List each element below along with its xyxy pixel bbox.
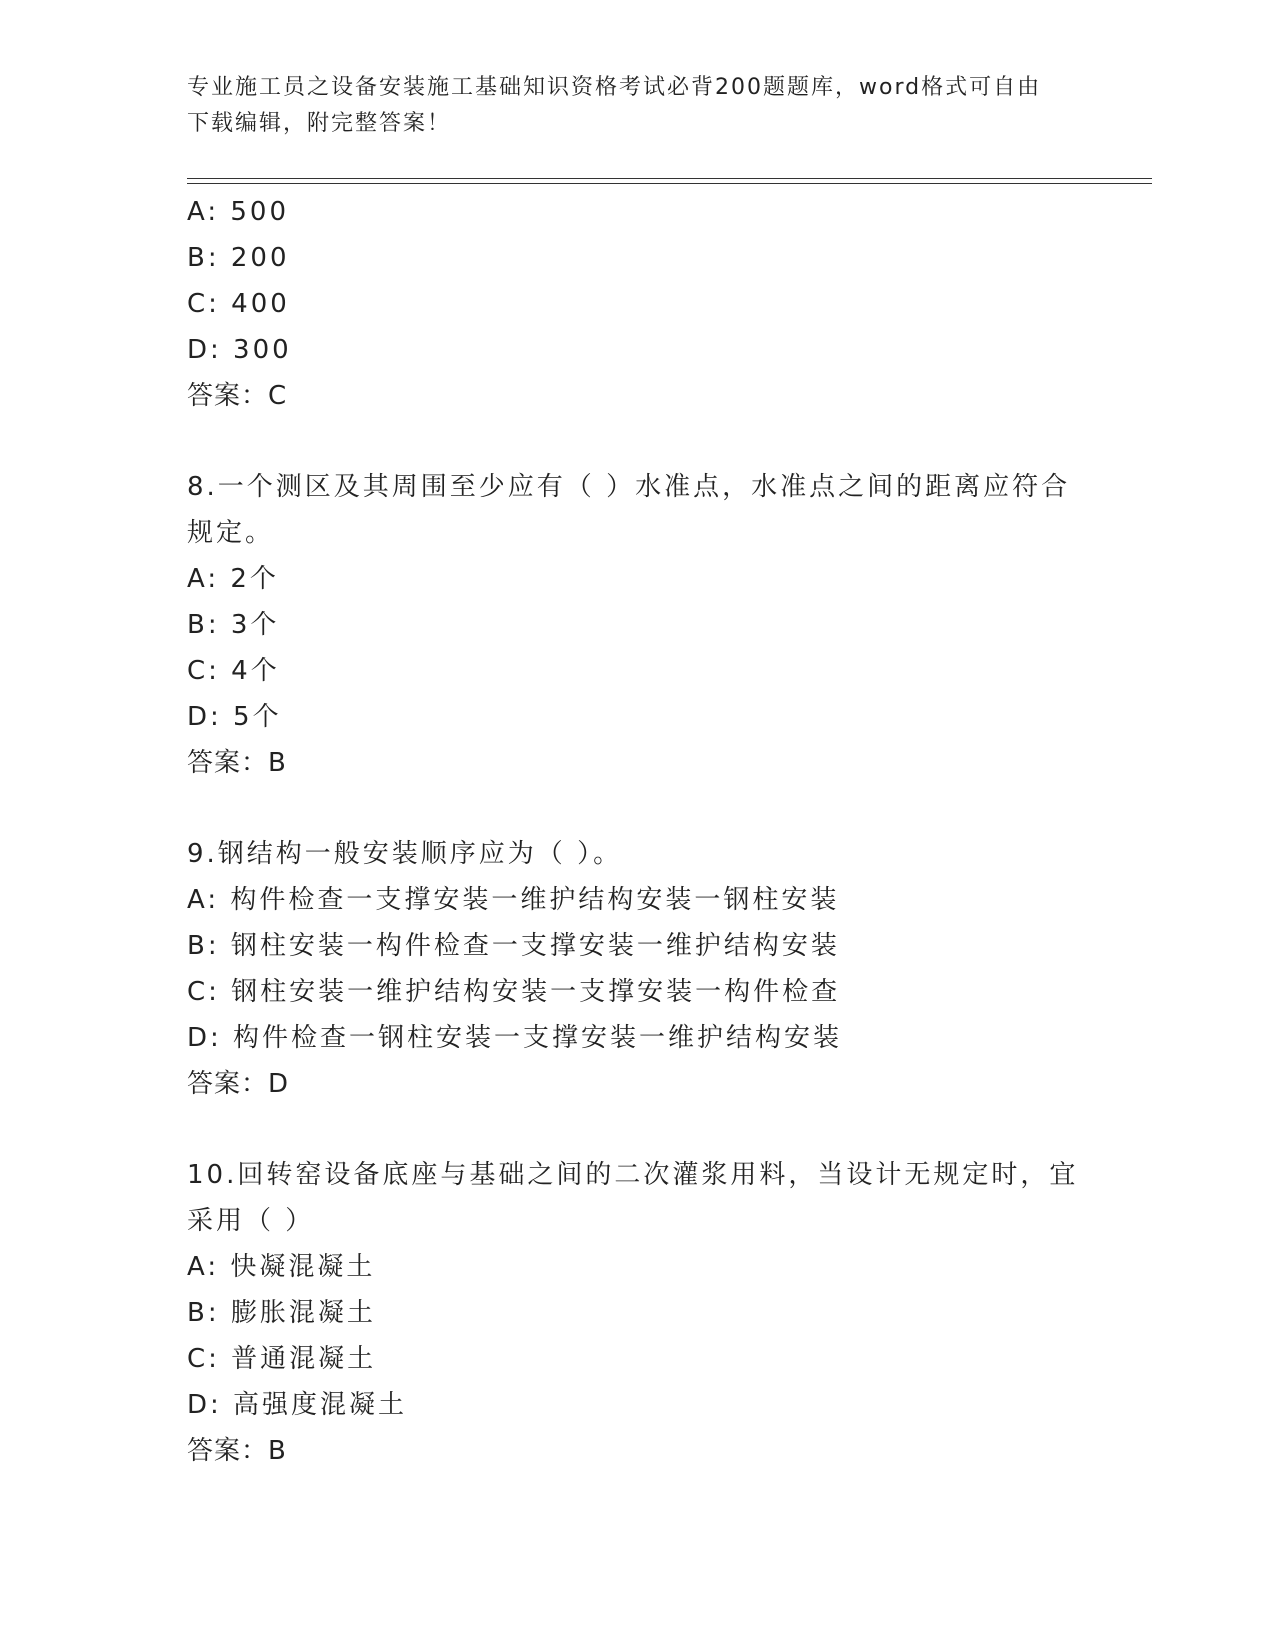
option-c: C: 普通混凝土 — [187, 1344, 377, 1374]
question-text-line-2: 采用（ ） — [187, 1206, 315, 1236]
question-text-line-1: 9.钢结构一般安装顺序应为（ ）。 — [187, 839, 623, 869]
option-b: B: 钢柱安装一构件检查一支撑安装一维护结构安装 — [187, 931, 840, 961]
option-b: B: 200 — [187, 243, 290, 273]
spacer — [187, 786, 1087, 831]
option-a: A: 快凝混凝土 — [187, 1252, 376, 1282]
option-c: C: 400 — [187, 289, 290, 319]
question-list — [187, 189, 1087, 1474]
header-divider-bottom — [187, 183, 1152, 184]
answer: 答案：D — [187, 1069, 290, 1099]
spacer — [187, 1107, 1087, 1152]
question-9 — [187, 831, 1087, 1107]
header-divider-top — [187, 178, 1152, 179]
option-d: D: 高强度混凝土 — [187, 1390, 408, 1420]
option-b: B: 3个 — [187, 610, 280, 640]
answer: 答案：C — [187, 381, 288, 411]
option-b: B: 膨胀混凝土 — [187, 1298, 376, 1328]
question-10 — [187, 1152, 1087, 1474]
spacer — [187, 419, 1087, 464]
header-line-2: 下载编辑，附完整答案！ — [187, 111, 452, 136]
option-a: A: 500 — [187, 197, 289, 227]
option-d: D: 300 — [187, 335, 292, 365]
option-a: A: 2个 — [187, 564, 279, 594]
question-text-line-2: 规定。 — [187, 518, 275, 548]
question-8 — [187, 464, 1087, 786]
document-header — [187, 70, 1087, 142]
option-d: D: 构件检查一钢柱安装一支撑安装一维护结构安装 — [187, 1023, 843, 1053]
answer: 答案：B — [187, 1436, 287, 1466]
header-line-1: 专业施工员之设备安装施工基础知识资格考试必背200题题库，word格式可自由 — [187, 75, 1042, 100]
question-7 — [187, 189, 1087, 419]
answer: 答案：B — [187, 748, 287, 778]
question-text-line-1: 10.回转窑设备底座与基础之间的二次灌浆用料，当设计无规定时，宜 — [187, 1160, 1079, 1190]
question-text-line-1: 8.一个测区及其周围至少应有（ ）水准点，水准点之间的距离应符合 — [187, 472, 1071, 502]
option-c: C: 4个 — [187, 656, 280, 686]
option-d: D: 5个 — [187, 702, 282, 732]
option-c: C: 钢柱安装一维护结构安装一支撑安装一构件检查 — [187, 977, 841, 1007]
option-a: A: 构件检查一支撑安装一维护结构安装一钢柱安装 — [187, 885, 840, 915]
